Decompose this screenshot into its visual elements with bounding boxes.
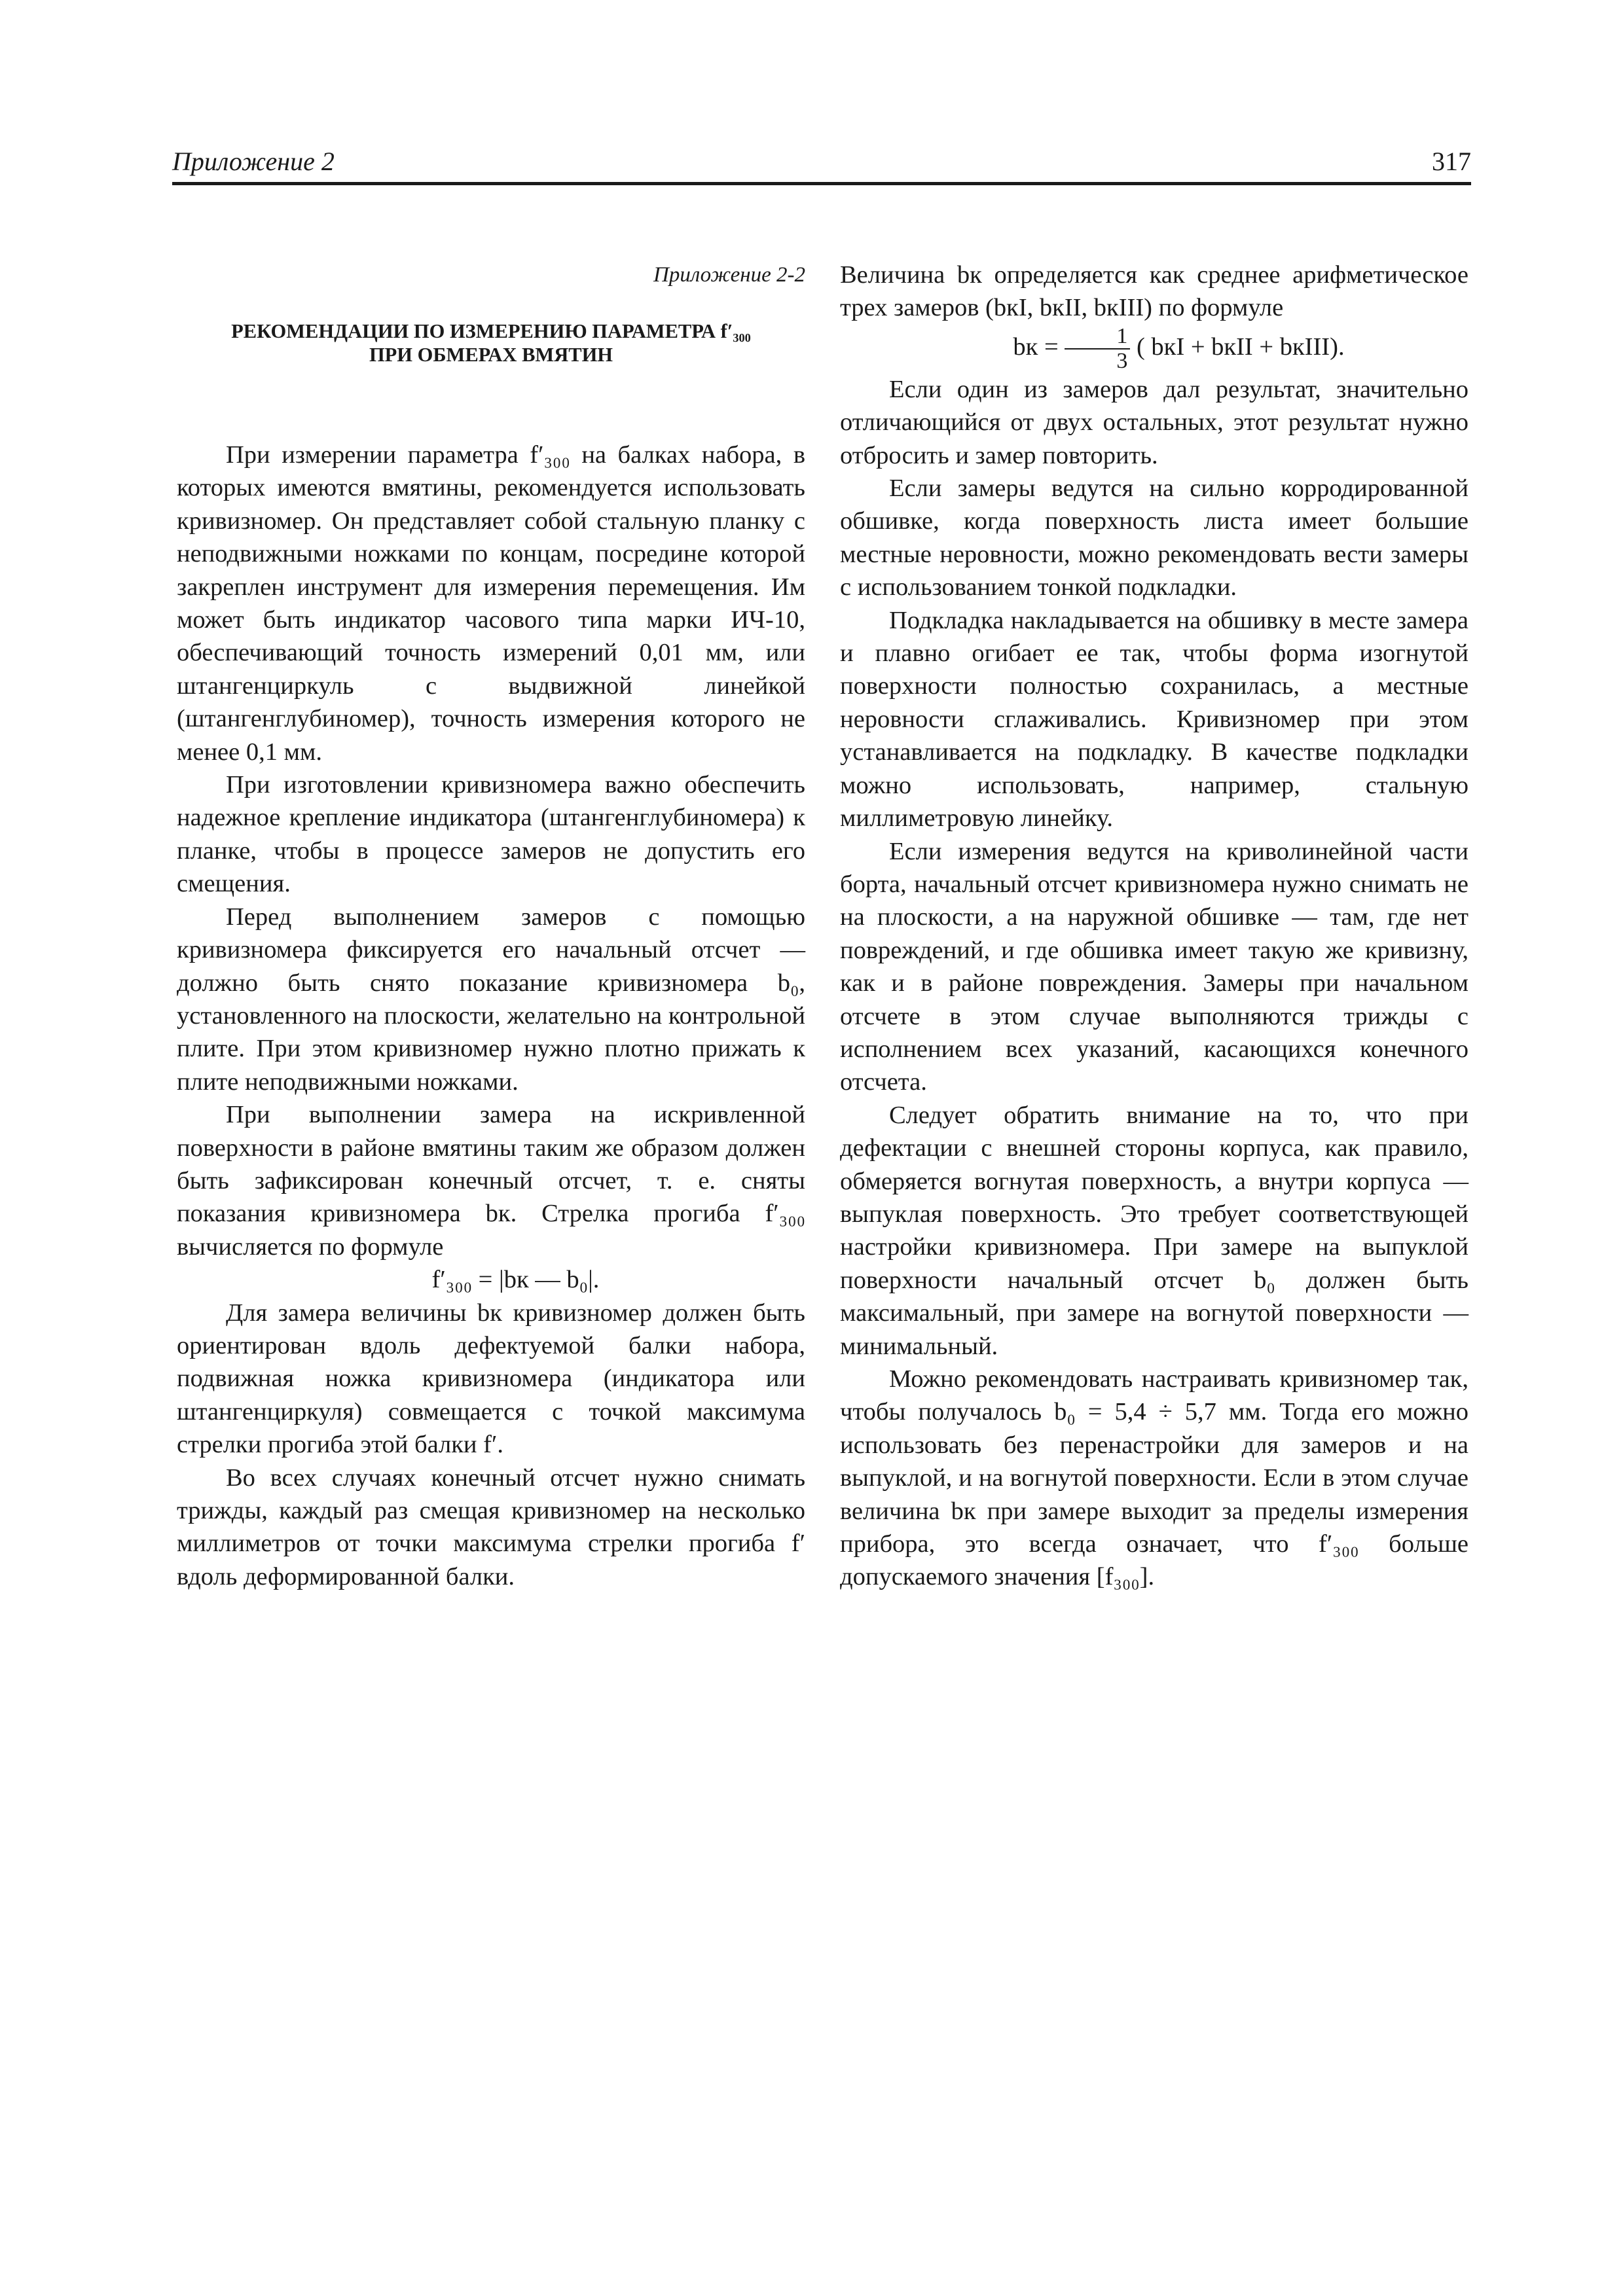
paragraph: Если замеры ведутся на сильно корродированной обшивке, когда поверхность листа имеет большие местные неровности, можно рекомендовать вести замеры с использованием тонкой подкладки. bbox=[840, 475, 1468, 601]
formula-rhs: ( bкI + bкII + bкIII). bbox=[1136, 332, 1345, 361]
right-column bbox=[840, 259, 1468, 1594]
formula-lhs: bк = bbox=[1013, 332, 1059, 361]
page-number: 317 bbox=[1432, 147, 1471, 176]
paragraph: Перед выполнением замеров с помощью кривизномера фиксируется его начальный отсчет — должно быть снято показание кривизномера b₀, установленного на плоскости, желательно на контрольной плите. При этом кривизномер нужно плотно прижать к плите неподвижными ножками. bbox=[177, 903, 805, 1096]
fraction bbox=[1065, 325, 1130, 373]
appendix-label: Приложение 2-2 bbox=[653, 263, 805, 287]
paragraph: При изготовлении кривизномера важно обеспечить надежное крепление индикатора (штангенглубиномера) к планке, чтобы в процессе замеров не допустить его смещения. bbox=[177, 771, 805, 898]
paragraph: Величина bк определяется как среднее арифметическое трех замеров (bкI, bкII, bкIII) по формуле bbox=[840, 261, 1468, 322]
left-column bbox=[177, 259, 805, 1593]
paragraph: При выполнении замера на искривленной поверхности в районе вмятины таким же образом должен быть зафиксирован конечный отсчет, т. е. сняты показания кривизномера bк. Стрелка прогиба f′₃₀₀ вычисляется по формуле bbox=[177, 1101, 805, 1261]
paragraph: Если один из замеров дал результат, значительно отличающийся от двух остальных, этот результат нужно отбросить и замер повторить. bbox=[840, 375, 1468, 469]
paragraph: Если измерения ведутся на криволинейной части борта, начальный отсчет кривизномера нужно снимать не на плоскости, а на наружной обшивке — там, где нет повреждений, и где обшивка имеет такую же кривизну, как и в районе повреждения. Замеры при начальном отсчете в этом случае выполняются трижды с исполнением всех указаний, касающихся конечного отсчета. bbox=[840, 837, 1468, 1096]
fraction-denominator: 3 bbox=[1116, 348, 1128, 373]
paragraph: Для замера величины bк кривизномер должен быть ориентирован вдоль дефектуемой балки набора, подвижная ножка кривизномера (индикатора или штангенциркуля) совмещается с точкой максимума стрелки прогиба этой балки f′. bbox=[177, 1299, 805, 1459]
fraction-numerator: 1 bbox=[1065, 325, 1130, 350]
paragraph: Следует обратить внимание на то, что при дефектации с внешней стороны корпуса, как правило, обмеряется вогнутая поверхность, а внутри корпуса — выпуклая поверхность. Это требует соответствующей настройки кривизномера. При замере на выпуклой поверхности начальный отсчет b₀ должен быть максимальный, при замере на вогнутой поверхности — минимальный. bbox=[840, 1101, 1468, 1360]
formula-average bbox=[840, 325, 1468, 373]
paragraph: Можно рекомендовать настраивать кривизномер так, чтобы получалось b₀ = 5,4 ÷ 5,7 мм. Тогда его можно использовать без перенастройки для замеров и на выпуклой, и на вогнутой поверхности. Если в этом случае величина bк при замере выходит за пределы измерения прибора, это всегда означает, что f′₃₀₀ больше допускаемого значения [f₃₀₀]. bbox=[840, 1365, 1468, 1591]
running-title: Приложение 2 bbox=[172, 147, 335, 176]
section-title-line-2: ПРИ ОБМЕРАХ ВМЯТИН bbox=[369, 344, 613, 366]
paragraph: При измерении параметра f′₃₀₀ на балках набора, в которых имеются вмятины, рекомендуется использовать кривизномер. Он представляет собой стальную планку с неподвижными ножками по концам, посредине которой закреплен инструмент для измерения перемещения. Им может быть индикатор часового типа марки ИЧ-10, обеспечивающий точность измерений 0,01 мм, или штангенциркуль с выдвижной линейкой (штангенглубиномер), точность измерения которого не менее 0,1 мм. bbox=[177, 441, 805, 766]
page-header bbox=[172, 145, 1471, 185]
section-title-line-1: РЕКОМЕНДАЦИИ ПО ИЗМЕРЕНИЮ ПАРАМЕТРА f′₃₀₀ bbox=[231, 320, 751, 342]
formula-deflection: f′₃₀₀ = |bк — b₀|. bbox=[431, 1266, 600, 1294]
paragraph: Подкладка накладывается на обшивку в месте замера и плавно огибает ее так, чтобы форма изогнутой поверхности полностью сохранилась, а местные неровности сглаживались. Кривизномер при этом устанавливается на подкладку. В качестве подкладки можно использовать, например, стальную миллиметровую линейку. bbox=[840, 606, 1468, 833]
section-title bbox=[177, 319, 805, 367]
paragraph: Во всех случаях конечный отсчет нужно снимать трижды, каждый раз смещая кривизномер на несколько миллиметров от точки максимума стрелки прогиба f′ вдоль деформированной балки. bbox=[177, 1463, 805, 1590]
